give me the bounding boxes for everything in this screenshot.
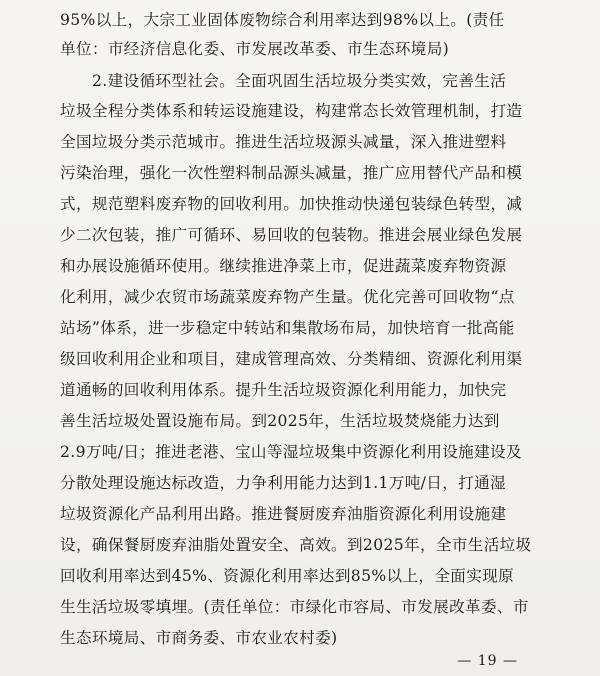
text-line: 全国垃圾分类示范城市。推进生活垃圾源头减量，深入推进塑料	[60, 133, 507, 151]
text-line: 和办展设施循环使用。继续推进净菜上市，促进蔬菜废弃物资源	[60, 257, 507, 275]
text-line: 站场”体系，进一步稳定中转站和集散场布局，加快培育一批高能	[60, 319, 515, 337]
section-heading-line: 2.建设循环型社会。全面巩固生活垃圾分类实效，完善生活	[92, 72, 507, 90]
text-line: 回收利用率达到45%、资源化利用率达到85%以上，全面实现原	[60, 567, 515, 585]
text-line: 化利用，减少农贸市场蔬菜废弃物产生量。优化完善可回收物“点	[60, 288, 515, 306]
text-line: 污染治理，强化一次性塑料制品源头减量，推广应用替代产品和模	[60, 164, 523, 182]
text-line: 级回收利用企业和项目，建成管理高效、分类精细、资源化利用渠	[60, 350, 523, 368]
text-line: 善生活垃圾处置设施布局。到2025年，生活垃圾焚烧能力达到	[60, 412, 500, 430]
page-number: — 19 —	[457, 653, 518, 669]
text-line: 生态环境局、市商务委、市农业农村委)	[60, 629, 338, 647]
text-line: 道通畅的回收利用体系。提升生活垃圾资源化利用能力，加快完	[60, 381, 507, 399]
text-line: 垃圾全程分类体系和转运设施建设，构建常态长效管理机制，打造	[60, 102, 523, 120]
text-line: 2.9万吨/日；推进老港、宝山等湿垃圾集中资源化利用设施建设及	[60, 443, 522, 461]
text-line: 设，确保餐厨废弃油脂处置安全、高效。到2025年，全市生活垃圾	[60, 536, 532, 554]
text-line: 生生活垃圾零填埋。(责任单位：市绿化市容局、市发展改革委、市	[60, 598, 529, 616]
text-line: 式，规范塑料废弃物的回收利用。加快推动快递包装绿色转型，减	[60, 195, 523, 213]
text-line: 单位：市经济信息化委、市发展改革委、市生态环境局)	[60, 40, 450, 58]
text-line: 分散处理设施达标改造，力争利用能力达到1.1万吨/日，打通湿	[60, 474, 506, 492]
text-line: 少二次包装，推广可循环、易回收的包装物。推进会展业绿色发展	[60, 226, 523, 244]
text-line: 垃圾资源化产品利用出路。推进餐厨废弃油脂资源化利用设施建	[60, 505, 507, 523]
text-line: 95%以上，大宗工业固体废物综合利用率达到98%以上。(责任	[60, 11, 505, 29]
